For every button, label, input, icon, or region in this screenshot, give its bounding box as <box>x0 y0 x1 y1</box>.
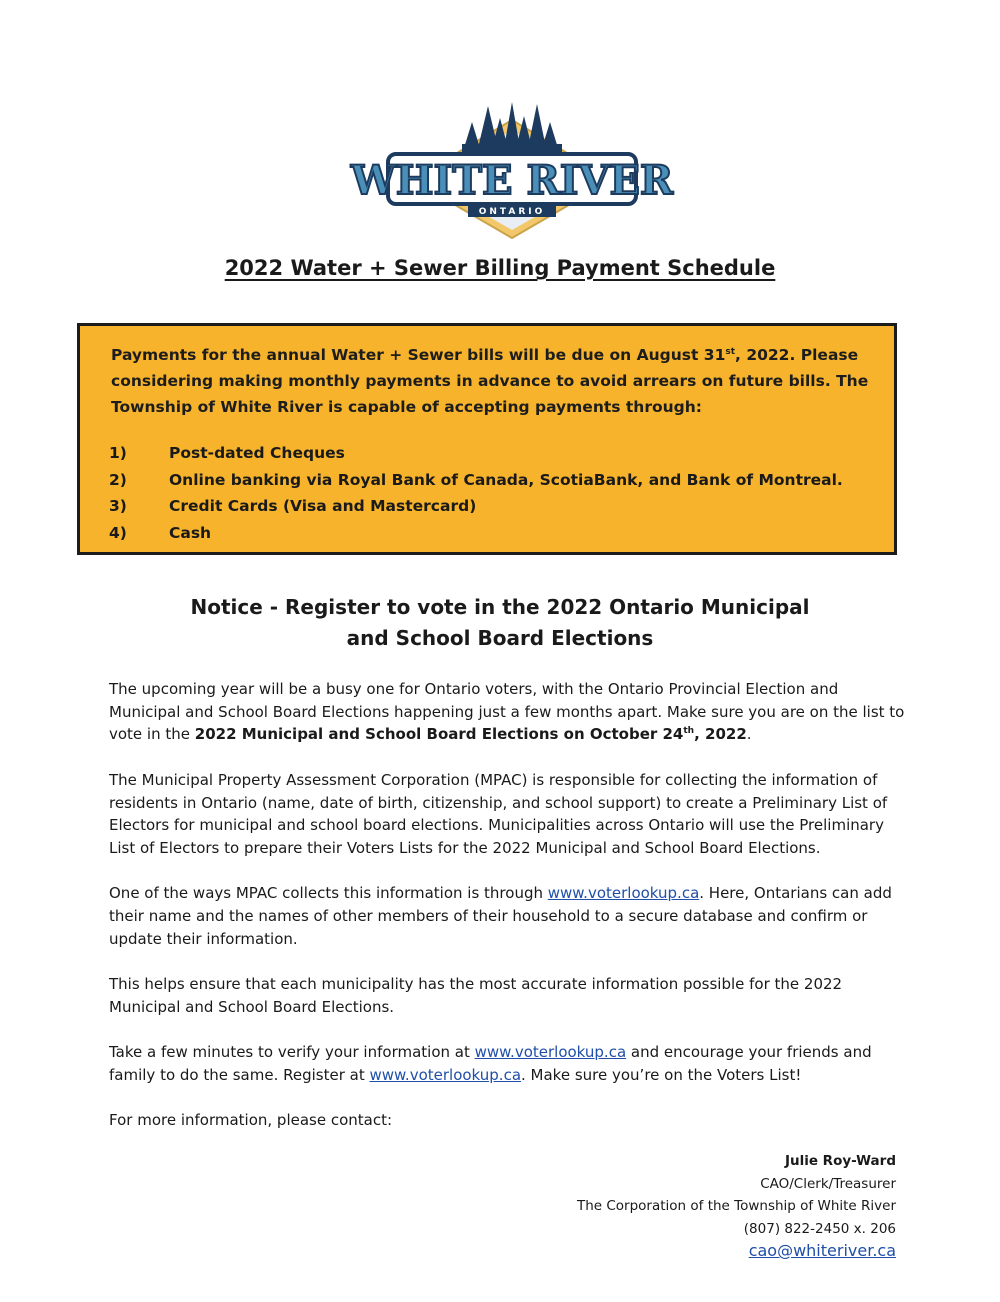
white-river-logo <box>350 100 674 240</box>
paragraph: The upcoming year will be a busy one for Ontario voters, with the Ontario Provincial Election and Municipal and School Board Elections happening just a few months apart. Make sure you are on the list to vote in the 2022 Municipal and School Board Elections on October 24th, 2022. <box>109 680 905 744</box>
svg-text:WHITE RIVER: WHITE RIVER <box>350 157 674 204</box>
list-item: 1) Post-dated Cheques <box>109 444 345 462</box>
signer-name: Julie Roy-Ward <box>784 1153 896 1169</box>
trees-icon <box>462 102 562 154</box>
payment-options-list <box>109 440 843 546</box>
voterlookup-link[interactable]: www.voterlookup.ca <box>369 1065 522 1084</box>
svg-text:ONTARIO: ONTARIO <box>478 207 546 217</box>
list-item: 3) Credit Cards (Visa and Mastercard) <box>109 497 477 515</box>
paragraph: Take a few minutes to verify your information at www.voterlookup.ca and encourage your friends and family to do the same. Register at www.voterlookup.ca. Make sure you’re on the Voters List! <box>109 1043 872 1084</box>
signature-block <box>577 1150 896 1263</box>
list-item: 2) Online banking via Royal Bank of Canada, ScotiaBank, and Bank of Montreal. <box>109 470 843 489</box>
paragraph: The Municipal Property Assessment Corporation (MPAC) is responsible for collecting the information of residents in Ontario (name, date of birth, citizenship, and school support) to create a Preliminary List of Electors for municipal and school board elections. Municipalities across Ontario will use the Preliminary List of Electors to prepare their Voters Lists for the 2022 Municipal and School Board Elections. <box>109 770 888 857</box>
voterlookup-link[interactable]: www.voterlookup.ca <box>547 884 700 903</box>
notice-heading: Notice - Register to vote in the 2022 Ontario Municipal and School Board Elections <box>190 595 810 650</box>
signer-role: CAO/Clerk/Treasurer <box>760 1175 896 1192</box>
notice-body <box>109 678 909 1155</box>
paragraph: One of the ways MPAC collects this information is through www.voterlookup.ca. Here, Ontarians can add their name and the names of other members of their household to a secure database and confirm or update their information. <box>109 884 892 948</box>
signer-org: The Corporation of the Township of White River <box>576 1198 896 1214</box>
email-link[interactable]: cao@whiteriver.ca <box>748 1241 896 1260</box>
voterlookup-link[interactable]: www.voterlookup.ca <box>474 1043 627 1062</box>
paragraph: For more information, please contact: <box>109 1111 393 1130</box>
page-title: 2022 Water + Sewer Billing Payment Schedule <box>224 256 776 280</box>
list-item: 4) Cash <box>109 523 212 542</box>
payment-notice-box <box>77 323 897 555</box>
signer-phone: (807) 822-2450 x. 206 <box>743 1220 896 1237</box>
payment-intro: Payments for the annual Water + Sewer bills will be due on August 31st, 2022. Please considering making monthly payments in advance to avoid arrears on future bills. The Township of White River is capable of accepting payments through: <box>111 346 869 416</box>
paragraph: This helps ensure that each municipality has the most accurate information possible for the 2022 Municipal and School Board Elections. <box>109 975 843 1016</box>
